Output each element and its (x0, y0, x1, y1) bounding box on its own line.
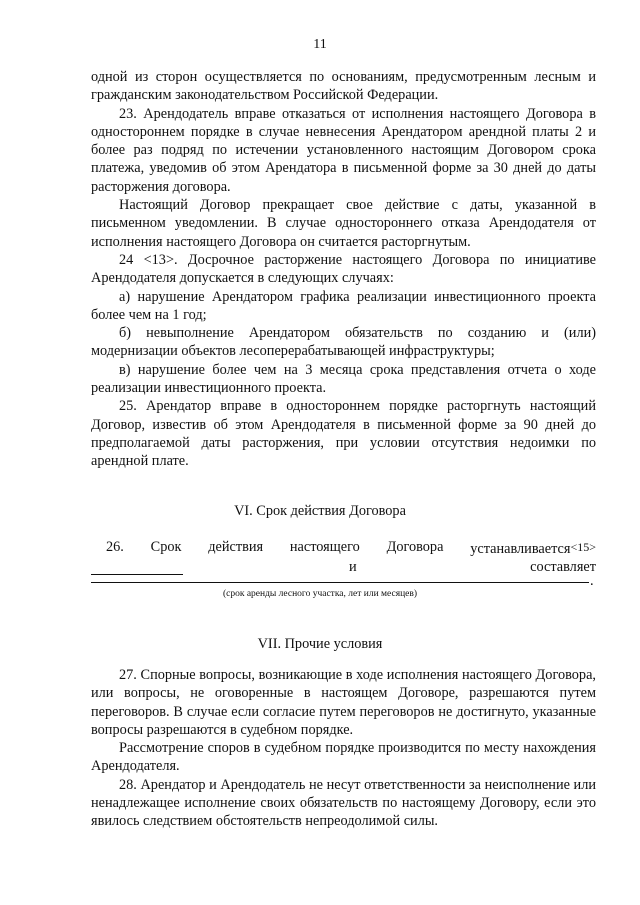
paragraph-26 (91, 538, 596, 594)
p26-word: 26. (106, 539, 124, 555)
p26-word: действия (208, 539, 264, 555)
paragraph-termination-effect: Настоящий Договор прекращает свое действие с даты, указанной в письменном уведомлении. В случае одностороннего отказа Арендодателя от исполнения настоящего Договора он считается расторгнутым. (91, 197, 596, 250)
footnote-ref-15: <15> (570, 540, 596, 554)
p26-word-last: устанавливается<15> (470, 540, 596, 557)
p26-word: Срок (150, 539, 182, 555)
paragraph-27: 27. Спорные вопросы, возникающие в ходе исполнения настоящего Договора, или вопросы, не оговоренные в настоящем Договоре, разрешаются путем переговоров. В случае если согласие путем переговоров не достигнуто, указанные вопросы разрешаются в судебном порядке. (91, 667, 596, 738)
paragraph-26-line2 (91, 558, 596, 576)
paragraph-24a: а) нарушение Арендатором графика реализации инвестиционного проекта более чем на 1 год; (91, 288, 596, 323)
period-mark: . (590, 573, 594, 589)
page-number: 11 (313, 37, 327, 52)
section-7-heading: VII. Прочие условия (257, 636, 383, 652)
paragraph-24c: в) нарушение более чем на 3 месяца срока представления отчета о ходе реализации инвестиционного проекта. (91, 361, 596, 397)
p26-word: Договора (386, 539, 444, 555)
start-date-blank (91, 574, 183, 575)
paragraph-23: 23. Арендодатель вправе отказаться от исполнения настоящего Договора в одностороннем порядке в случае невнесения Арендатором арендной платы 2 и более раз подряд по истечении установленного настоящим Договором срока платежа, уведомив об этом Арендатора в письменной форме за 30 дней до даты расторжения договора. (91, 105, 596, 195)
paragraph-25: 25. Арендатор вправе в одностороннем порядке расторгнуть настоящий Договор, известив об этом Арендодателя в письменной форме за 90 дней до предполагаемой даты расторжения, при условии отсутствия недоимки по арендной плате. (91, 398, 596, 470)
paragraph-disputes-venue: Рассмотрение споров в судебном порядке производится по месту нахождения Арендодателя. (91, 740, 596, 775)
top-text-block (91, 68, 596, 471)
term-blank-line (91, 582, 589, 583)
paragraph-24b: б) невыполнение Арендатором обязательств по созданию и (или) модернизации объектов лесоперерабатывающей инфраструктуры; (91, 325, 596, 360)
section-6-heading: VI. Срок действия Договора (234, 503, 406, 519)
p26-word: настоящего (289, 539, 360, 555)
paragraph-28: 28. Арендатор и Арендодатель не несут ответственности за неисполнение или ненадлежащее исполнение своих обязательств по настоящему Договору, если это явилось следствием обстоятельств непреодолимой силы. (91, 776, 596, 830)
paragraph-24: 24 <13>. Досрочное расторжение настоящего Договора по инициативе Арендодателя допускается в следующих случаях: (91, 251, 596, 287)
term-field-caption: (срок аренды лесного участка, лет или месяцев) (222, 589, 418, 599)
paragraph-26-line1 (91, 538, 596, 558)
section-7-text-block (91, 666, 596, 831)
paragraph-continuation: одной из сторон осуществляется по основаниям, предусмотренным лесным и гражданским законодательством Российской Федерации. (91, 69, 596, 104)
verb-sostavlyaet: составляет (530, 559, 596, 575)
conjunction-and: и (349, 559, 357, 575)
